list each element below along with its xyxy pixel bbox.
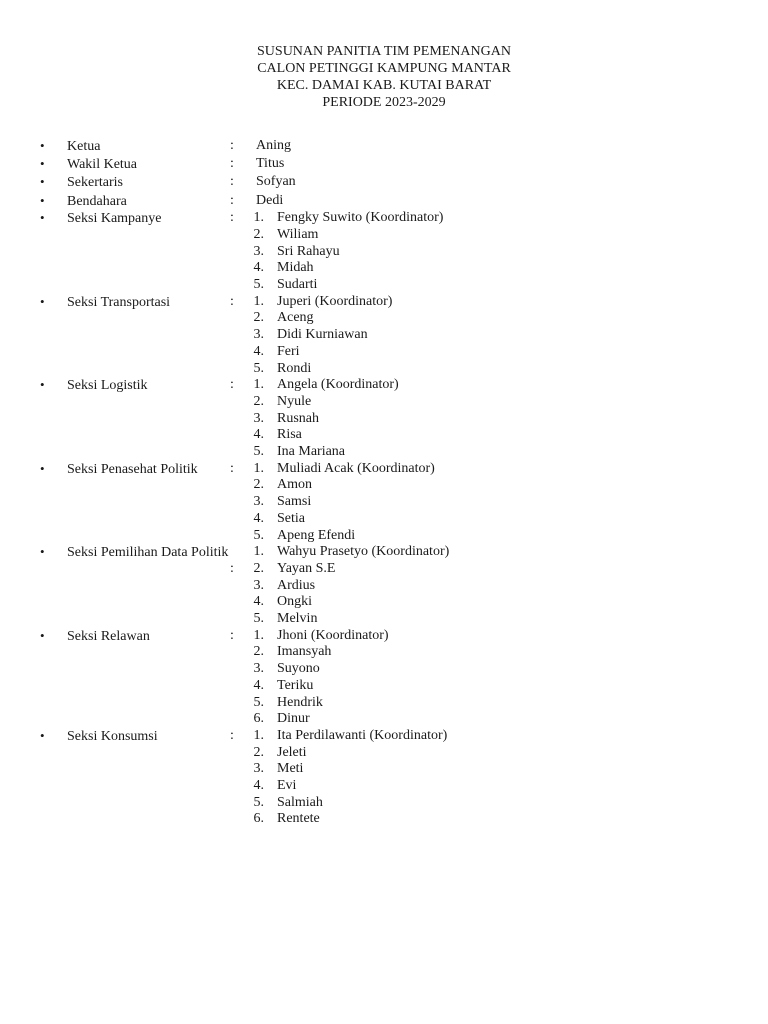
member-number: 1. xyxy=(253,210,264,226)
member-name: Samsi xyxy=(277,494,312,510)
bullet-icon: • xyxy=(40,210,45,226)
member-number: 2. xyxy=(253,310,264,326)
role-value: Dedi xyxy=(256,192,284,208)
role-label: Ketua xyxy=(67,139,101,154)
member-number: 2. xyxy=(253,744,264,760)
member-name: Juperi (Koordinator) xyxy=(277,293,393,309)
member-name: Aceng xyxy=(277,310,314,326)
title-line-3: KEC. DAMAI KAB. KUTAI BARAT xyxy=(276,78,492,93)
bullet-icon: • xyxy=(40,627,45,643)
member-number: 5. xyxy=(253,527,264,543)
member-number: 3. xyxy=(253,661,264,677)
member-name: Rentete xyxy=(277,811,320,827)
member-name: Setia xyxy=(277,510,305,526)
member-name: Didi Kurniawan xyxy=(277,327,368,343)
member-name: Wiliam xyxy=(277,226,319,242)
role-value: Sofyan xyxy=(256,174,296,190)
member-name: Hendrik xyxy=(277,694,323,710)
member-number: 1. xyxy=(253,460,264,476)
member-number: 3. xyxy=(253,577,264,593)
member-number: 3. xyxy=(253,327,264,343)
section-label: Seksi Kampanye xyxy=(67,211,162,227)
member-name: Imansyah xyxy=(277,644,332,660)
member-number: 5. xyxy=(253,794,264,810)
separator-colon: : xyxy=(230,138,234,153)
member-number: 4. xyxy=(253,594,264,610)
section-label: Seksi Logistik xyxy=(67,378,148,394)
member-number: 3. xyxy=(253,243,264,259)
member-name: Amon xyxy=(277,477,312,493)
member-number: 2. xyxy=(253,560,264,576)
member-number: 3. xyxy=(253,761,264,777)
role-value: Titus xyxy=(256,156,285,172)
member-number: 4. xyxy=(253,260,264,276)
bullet-icon: • xyxy=(40,377,45,393)
member-name: Melvin xyxy=(277,611,318,627)
member-name: Rondi xyxy=(277,360,312,376)
member-name: Fengky Suwito (Koordinator) xyxy=(277,210,444,226)
member-number: 2. xyxy=(253,393,264,409)
member-number: 2. xyxy=(253,226,264,242)
separator-colon: : xyxy=(230,174,234,190)
member-number: 4. xyxy=(253,427,264,443)
section-label: Seksi Relawan xyxy=(67,628,150,644)
member-number: 4. xyxy=(253,343,264,359)
member-name: Dinur xyxy=(277,711,310,727)
bullet-icon: • xyxy=(40,192,45,208)
document-title xyxy=(0,43,768,111)
member-number: 1. xyxy=(253,544,264,560)
member-name: Ardius xyxy=(277,577,316,593)
member-name: Ita Perdilawanti (Koordinator) xyxy=(277,728,448,743)
member-number: 4. xyxy=(253,677,264,693)
member-name: Jhoni (Koordinator) xyxy=(277,627,389,643)
title-line-2: CALON PETINGGI KAMPUNG MANTAR xyxy=(257,61,511,76)
separator-colon: : xyxy=(230,156,234,172)
member-name: Angela (Koordinator) xyxy=(277,377,399,393)
separator-colon: : xyxy=(230,728,234,743)
bullet-icon: • xyxy=(40,174,45,190)
member-number: 2. xyxy=(253,644,264,660)
bullet-icon: • xyxy=(40,728,45,743)
section-label: Seksi Konsumsi xyxy=(67,729,158,744)
bullet-icon: • xyxy=(40,460,45,476)
member-name: Sri Rahayu xyxy=(277,243,340,259)
member-name: Ina Mariana xyxy=(277,444,346,460)
section-label: Seksi Pemilihan Data Politik xyxy=(67,545,229,561)
separator-colon: : xyxy=(230,293,234,309)
role-value: Aning xyxy=(256,138,291,153)
member-name: Yayan S.E xyxy=(277,560,336,576)
member-name: Apeng Efendi xyxy=(277,527,356,543)
title-line-4: PERIODE 2023-2029 xyxy=(322,95,446,110)
title-line-1: SUSUNAN PANITIA TIM PEMENANGAN xyxy=(257,44,511,59)
member-number: 4. xyxy=(253,778,264,794)
member-name: Nyule xyxy=(277,393,312,409)
member-number: 6. xyxy=(253,711,264,727)
separator-colon: : xyxy=(230,377,234,393)
member-number: 5. xyxy=(253,694,264,710)
member-number: 6. xyxy=(253,811,264,827)
member-number: 4. xyxy=(253,510,264,526)
member-name: Midah xyxy=(277,260,314,276)
member-name: Jeleti xyxy=(277,744,307,760)
bullet-icon: • xyxy=(40,138,45,153)
role-label: Bendahara xyxy=(67,193,127,209)
member-name: Wahyu Prasetyo (Koordinator) xyxy=(277,544,450,560)
member-number: 1. xyxy=(253,627,264,643)
separator-colon: : xyxy=(230,560,234,576)
member-number: 3. xyxy=(253,494,264,510)
separator-colon: : xyxy=(230,192,234,208)
section-label: Seksi Penasehat Politik xyxy=(67,461,198,477)
member-name: Risa xyxy=(277,427,302,443)
bullet-icon: • xyxy=(40,544,45,560)
member-number: 5. xyxy=(253,277,264,293)
separator-colon: : xyxy=(230,210,234,226)
member-name: Teriku xyxy=(277,677,314,693)
separator-colon: : xyxy=(230,627,234,643)
member-number: 5. xyxy=(253,444,264,460)
section-label: Seksi Transportasi xyxy=(67,294,171,310)
member-number: 3. xyxy=(253,410,264,426)
member-number: 5. xyxy=(253,360,264,376)
member-name: Rusnah xyxy=(277,410,319,426)
member-number: 1. xyxy=(253,728,264,743)
bullet-icon: • xyxy=(40,293,45,309)
member-number: 1. xyxy=(253,377,264,393)
member-number: 1. xyxy=(253,293,264,309)
role-label: Wakil Ketua xyxy=(67,157,138,173)
member-name: Sudarti xyxy=(277,277,318,293)
member-name: Salmiah xyxy=(277,794,323,810)
role-label: Sekertaris xyxy=(67,175,123,191)
member-name: Ongki xyxy=(277,594,312,610)
member-name: Feri xyxy=(277,343,300,359)
bullet-icon: • xyxy=(40,156,45,172)
member-name: Evi xyxy=(277,778,297,794)
member-number: 5. xyxy=(253,611,264,627)
member-number: 2. xyxy=(253,477,264,493)
separator-colon: : xyxy=(230,460,234,476)
member-name: Muliadi Acak (Koordinator) xyxy=(277,460,435,476)
member-name: Suyono xyxy=(277,661,320,677)
member-name: Meti xyxy=(277,761,304,777)
